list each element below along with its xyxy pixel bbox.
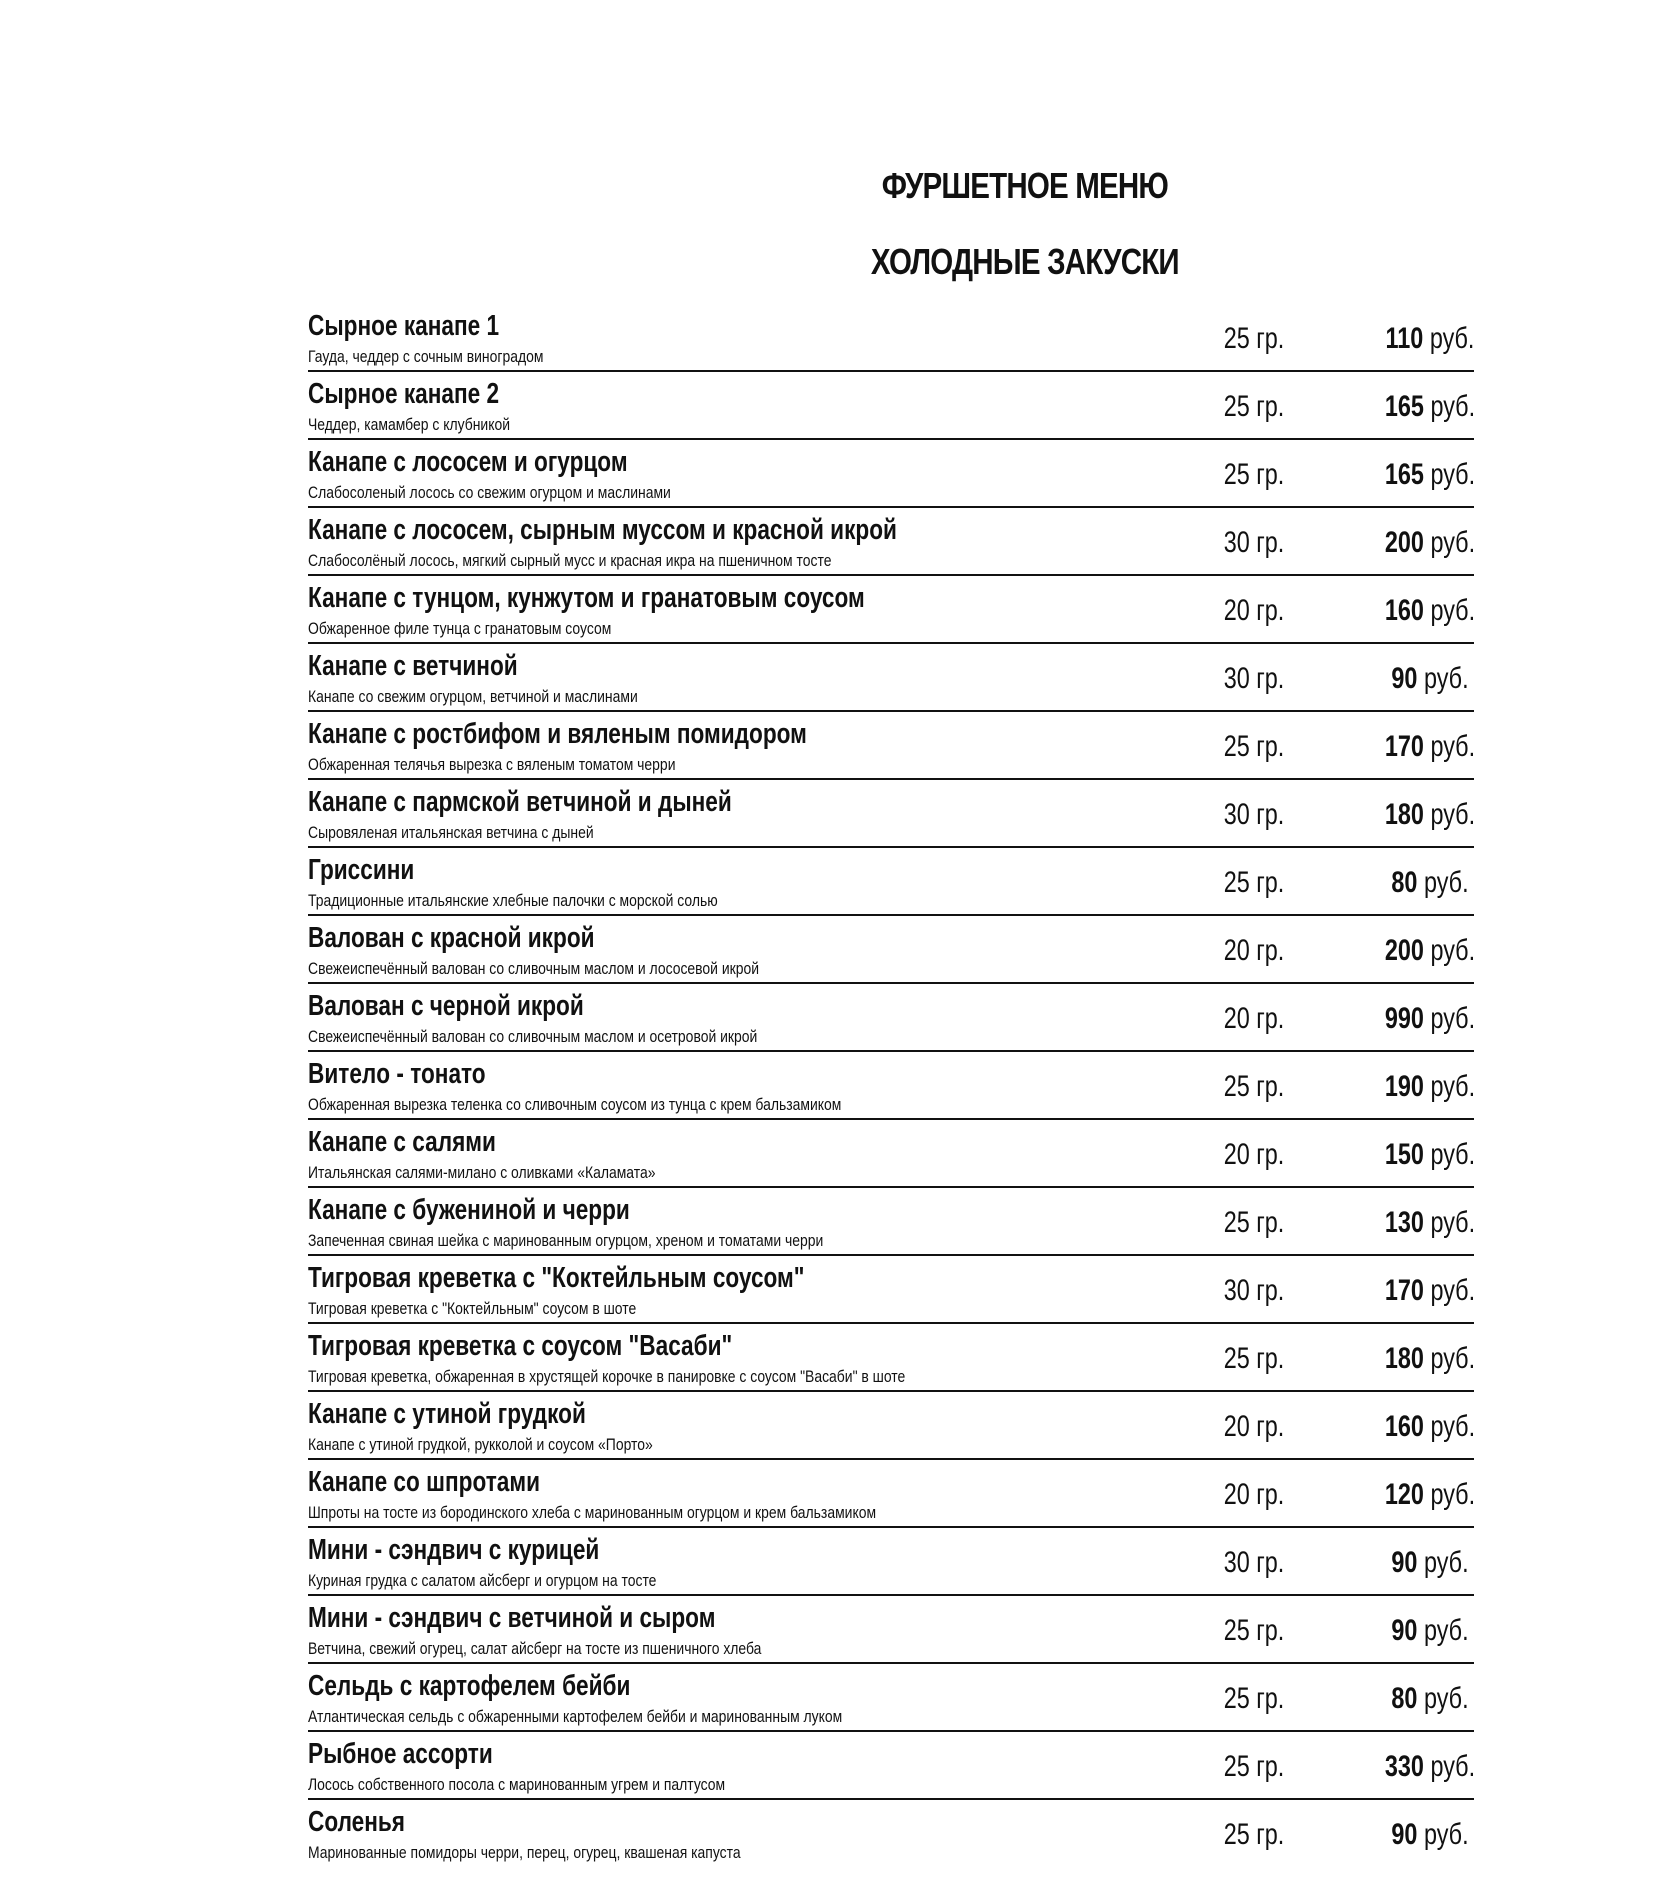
price-value: 180 xyxy=(1384,1342,1424,1375)
menu-item-description: Ветчина, свежий огурец, салат айсберг на тосте из пшеничного хлеба xyxy=(308,1639,762,1658)
menu-item-price xyxy=(1352,1820,1508,1850)
price-currency: руб. xyxy=(1430,798,1476,831)
price-value: 150 xyxy=(1384,1138,1424,1171)
price-value: 80 xyxy=(1391,866,1418,899)
menu-item xyxy=(308,780,1474,848)
price-currency: руб. xyxy=(1430,1750,1476,1783)
price-currency: руб. xyxy=(1430,730,1476,763)
menu-item-price xyxy=(1352,1344,1508,1374)
menu-item-price xyxy=(1352,392,1508,422)
menu-item-price xyxy=(1352,1276,1508,1306)
menu-item-weight: 30 гр. xyxy=(1223,1274,1285,1307)
price-value: 200 xyxy=(1384,934,1424,967)
price-currency: руб. xyxy=(1430,1274,1476,1307)
menu-item-weight: 25 гр. xyxy=(1223,1682,1285,1715)
price-value: 90 xyxy=(1391,1546,1418,1579)
price-value: 110 xyxy=(1385,322,1424,355)
menu-item-description: Тигровая креветка, обжаренная в хрустящей корочке в панировке с соусом "Васаби" в шоте xyxy=(308,1367,906,1386)
menu-item-weight: 30 гр. xyxy=(1223,662,1285,695)
price-value: 180 xyxy=(1384,798,1424,831)
menu-item-name: Канапе с тунцом, кунжутом и гранатовым соусом xyxy=(308,582,865,614)
menu-item-price xyxy=(1352,324,1508,354)
menu-item-name: Валован с красной икрой xyxy=(308,922,595,954)
price-currency: руб. xyxy=(1423,1614,1469,1647)
price-value: 90 xyxy=(1391,662,1418,695)
menu-item-description: Лосось собственного посола с маринованным угрем и палтусом xyxy=(308,1775,726,1794)
price-currency: руб. xyxy=(1423,866,1469,899)
price-value: 130 xyxy=(1384,1206,1424,1239)
menu-item-description: Сыровяленая итальянская ветчина с дыней xyxy=(308,823,594,842)
price-currency: руб. xyxy=(1430,458,1476,491)
menu-item-name: Канапе с ростбифом и вяленым помидором xyxy=(308,718,807,750)
menu-item-name: Мини - сэндвич с курицей xyxy=(308,1534,600,1566)
menu-item-weight: 25 гр. xyxy=(1223,1614,1285,1647)
menu-item-weight: 20 гр. xyxy=(1223,1138,1285,1171)
price-value: 330 xyxy=(1384,1750,1424,1783)
price-value: 160 xyxy=(1384,1410,1424,1443)
menu-item-name: Сельдь с картофелем бейби xyxy=(308,1670,631,1702)
price-currency: руб. xyxy=(1423,662,1469,695)
menu-item-weight: 25 гр. xyxy=(1223,1750,1285,1783)
menu-item xyxy=(308,1256,1474,1324)
price-value: 200 xyxy=(1384,526,1424,559)
menu-item-description: Атлантическая сельдь с обжаренными картофелем бейби и маринованным луком xyxy=(308,1707,843,1726)
menu-item-name: Валован с черной икрой xyxy=(308,990,584,1022)
menu-item-price xyxy=(1352,936,1508,966)
menu-item-weight: 20 гр. xyxy=(1223,1002,1285,1035)
menu-item-weight: 20 гр. xyxy=(1223,1478,1285,1511)
price-currency: руб. xyxy=(1423,1818,1469,1851)
menu-item xyxy=(308,1392,1474,1460)
price-currency: руб. xyxy=(1429,322,1475,355)
price-currency: руб. xyxy=(1430,1002,1476,1035)
menu-item-weight: 25 гр. xyxy=(1223,1206,1285,1239)
menu-item-description: Свежеиспечённый валован со сливочным маслом и осетровой икрой xyxy=(308,1027,758,1046)
menu-item-description: Слабосоленый лосось со свежим огурцом и маслинами xyxy=(308,483,671,502)
menu-item xyxy=(308,916,1474,984)
menu-item-description: Тигровая креветка с "Коктейльным" соусом в шоте xyxy=(308,1299,637,1318)
menu-item-name: Канапе с пармской ветчиной и дыней xyxy=(308,786,732,818)
price-currency: руб. xyxy=(1430,1070,1476,1103)
menu-item-price xyxy=(1352,1752,1508,1782)
price-value: 160 xyxy=(1384,594,1424,627)
price-currency: руб. xyxy=(1430,1342,1476,1375)
menu-item-price xyxy=(1352,1004,1508,1034)
menu-item xyxy=(308,1324,1474,1392)
menu-item-price xyxy=(1352,460,1508,490)
price-currency: руб. xyxy=(1423,1546,1469,1579)
menu-item-description: Куриная грудка с салатом айсберг и огурцом на тосте xyxy=(308,1571,657,1590)
menu-item-description: Канапе с утиной грудкой, рукколой и соусом «Порто» xyxy=(308,1435,653,1454)
menu-item-description: Шпроты на тосте из бородинского хлеба с маринованным огурцом и крем бальзамиком xyxy=(308,1503,877,1522)
menu-item-weight: 25 гр. xyxy=(1223,322,1285,355)
price-currency: руб. xyxy=(1430,594,1476,627)
menu-item xyxy=(308,984,1474,1052)
price-value: 165 xyxy=(1384,458,1424,491)
menu-item xyxy=(308,1528,1474,1596)
price-value: 165 xyxy=(1384,390,1424,423)
menu-item-name: Канапе со шпротами xyxy=(308,1466,541,1498)
menu-item-name: Вителo - тонато xyxy=(308,1058,486,1090)
menu-item-weight: 30 гр. xyxy=(1223,526,1285,559)
menu-item xyxy=(308,508,1474,576)
menu-item xyxy=(308,576,1474,644)
menu-item-description: Итальянская салями-милано с оливками «Каламата» xyxy=(308,1163,656,1182)
page-title-text: ФУРШЕТНОЕ МЕНЮ xyxy=(881,165,1168,206)
menu-item xyxy=(308,848,1474,916)
menu-item-price xyxy=(1352,1072,1508,1102)
section-title-text: ХОЛОДНЫЕ ЗАКУСКИ xyxy=(870,241,1179,282)
price-value: 170 xyxy=(1384,730,1424,763)
menu-item-weight: 20 гр. xyxy=(1223,934,1285,967)
price-value: 90 xyxy=(1391,1614,1418,1647)
menu-item-price xyxy=(1352,596,1508,626)
price-value: 80 xyxy=(1391,1682,1418,1715)
menu-item-description: Обжаренная телячья вырезка с вяленым томатом черри xyxy=(308,755,676,774)
menu-item-weight: 25 гр. xyxy=(1223,390,1285,423)
price-currency: руб. xyxy=(1430,1410,1476,1443)
menu-item-name: Канапе с салями xyxy=(308,1126,496,1158)
menu-item-name: Канапе с утиной грудкой xyxy=(308,1398,586,1430)
menu-item xyxy=(308,1800,1474,1868)
menu-item-price xyxy=(1352,1140,1508,1170)
menu-item-description: Чеддер, камамбер с клубникой xyxy=(308,415,511,434)
menu-item xyxy=(308,644,1474,712)
menu-item-name: Канапе с лососем и огурцом xyxy=(308,446,628,478)
menu-item-price xyxy=(1352,868,1508,898)
section-title xyxy=(159,241,1515,282)
price-value: 990 xyxy=(1384,1002,1424,1035)
menu-item-description: Канапе со свежим огурцом, ветчиной и маслинами xyxy=(308,687,638,706)
menu-item-name: Канапе с лососем, сырным муссом и красной икрой xyxy=(308,514,897,546)
menu-item-name: Канапе с бужениной и черри xyxy=(308,1194,630,1226)
menu-item xyxy=(308,1120,1474,1188)
menu-item xyxy=(308,1664,1474,1732)
menu-item-description: Маринованные помидоры черри, перец, огурец, квашеная капуста xyxy=(308,1843,741,1862)
menu-item-weight: 25 гр. xyxy=(1223,1070,1285,1103)
menu-item-price xyxy=(1352,1548,1508,1578)
menu-item-weight: 25 гр. xyxy=(1223,866,1285,899)
menu-item-price xyxy=(1352,800,1508,830)
price-value: 190 xyxy=(1384,1070,1424,1103)
menu-item-price xyxy=(1352,528,1508,558)
menu-item-description: Обжаренная вырезка теленка со сливочным соусом из тунца с крем бальзамиком xyxy=(308,1095,842,1114)
menu-item-weight: 30 гр. xyxy=(1223,1546,1285,1579)
menu-item-description: Запеченная свиная шейка с маринованным огурцом, хреном и томатами черри xyxy=(308,1231,824,1250)
price-currency: руб. xyxy=(1430,526,1476,559)
menu-item xyxy=(308,1052,1474,1120)
menu-item-weight: 25 гр. xyxy=(1223,1818,1285,1851)
price-currency: руб. xyxy=(1430,1138,1476,1171)
page-title xyxy=(159,165,1515,206)
menu-item-weight: 20 гр. xyxy=(1223,1410,1285,1443)
price-currency: руб. xyxy=(1430,390,1476,423)
menu-item-price xyxy=(1352,1480,1508,1510)
menu-item xyxy=(308,1460,1474,1528)
menu-item-name: Канапе с ветчиной xyxy=(308,650,518,682)
menu-item-price xyxy=(1352,1684,1508,1714)
menu-item-weight: 25 гр. xyxy=(1223,730,1285,763)
price-value: 120 xyxy=(1384,1478,1424,1511)
menu-item-price xyxy=(1352,1208,1508,1238)
menu-item-weight: 25 гр. xyxy=(1223,1342,1285,1375)
menu-item xyxy=(308,372,1474,440)
menu-item xyxy=(308,1732,1474,1800)
menu-item xyxy=(308,440,1474,508)
menu-item-description: Традиционные итальянские хлебные палочки с морской солью xyxy=(308,891,718,910)
menu-item xyxy=(308,1596,1474,1664)
price-currency: руб. xyxy=(1430,934,1476,967)
menu-item-name: Мини - сэндвич с ветчиной и сыром xyxy=(308,1602,716,1634)
menu-item-name: Соленья xyxy=(308,1806,406,1838)
menu-item-description: Свежеиспечённый валован со сливочным маслом и лососевой икрой xyxy=(308,959,760,978)
menu-item-name: Сырное канапе 2 xyxy=(308,378,500,410)
price-value: 170 xyxy=(1384,1274,1424,1307)
menu-item-name: Сырное канапе 1 xyxy=(308,310,500,342)
menu-item xyxy=(308,304,1474,372)
menu-item-weight: 25 гр. xyxy=(1223,458,1285,491)
menu-item-price xyxy=(1352,732,1508,762)
menu-item-description: Гауда, чеддер с сочным виноградом xyxy=(308,347,544,366)
menu-item-price xyxy=(1352,664,1508,694)
menu-item xyxy=(308,712,1474,780)
menu-item-name: Тигровая креветка с "Коктейльным соусом" xyxy=(308,1262,805,1294)
menu-item-description: Слабосолёный лосось, мягкий сырный мусс и красная икра на пшеничном тосте xyxy=(308,551,832,570)
price-currency: руб. xyxy=(1430,1478,1476,1511)
menu-list xyxy=(308,304,1474,1868)
menu-item-price xyxy=(1352,1616,1508,1646)
menu-item-weight: 30 гр. xyxy=(1223,798,1285,831)
menu-item-weight: 20 гр. xyxy=(1223,594,1285,627)
menu-item-price xyxy=(1352,1412,1508,1442)
menu-item-description: Обжаренное филе тунца с гранатовым соусом xyxy=(308,619,612,638)
price-currency: руб. xyxy=(1423,1682,1469,1715)
menu-item-name: Рыбное ассорти xyxy=(308,1738,493,1770)
menu-item-name: Гриссини xyxy=(308,854,415,886)
price-currency: руб. xyxy=(1430,1206,1476,1239)
menu-item-name: Тигровая креветка с соусом "Васаби" xyxy=(308,1330,733,1362)
menu-item xyxy=(308,1188,1474,1256)
price-value: 90 xyxy=(1391,1818,1418,1851)
